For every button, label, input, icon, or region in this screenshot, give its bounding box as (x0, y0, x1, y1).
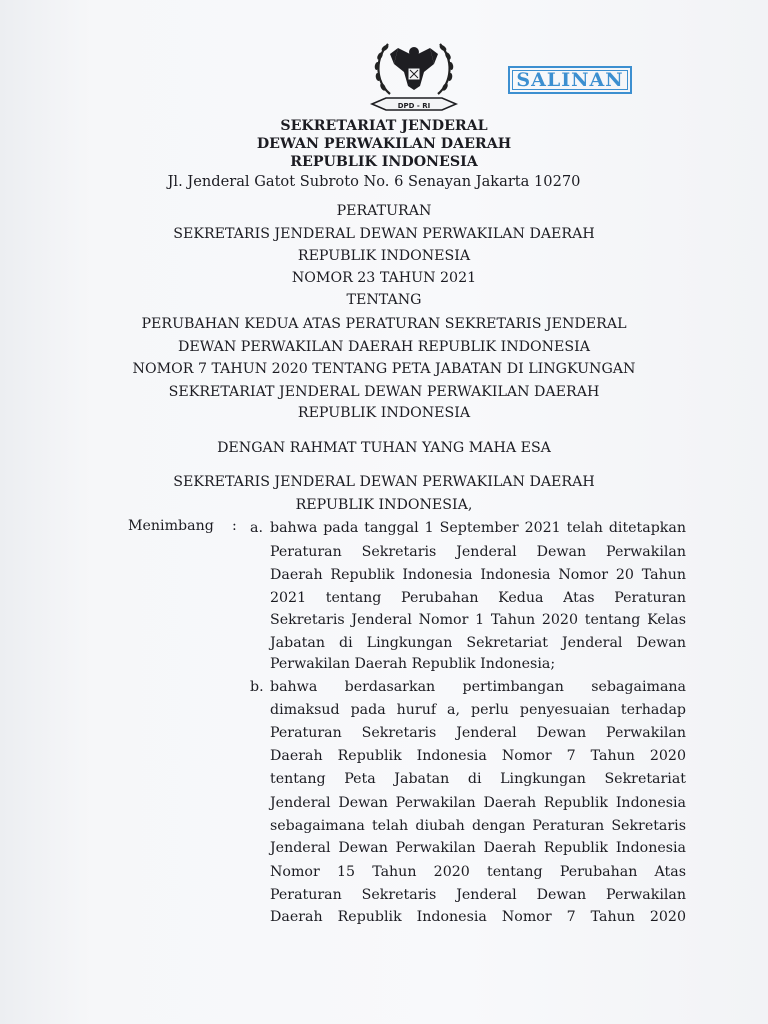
signatory-line-2: REPUBLIK INDONESIA, (295, 497, 473, 513)
tentang: TENTANG (346, 292, 422, 308)
item-a-line: Peraturan Sekretaris Jenderal Dewan Perwakilan (270, 544, 686, 560)
issuer-line-1: SEKRETARIS JENDERAL DEWAN PERWAKILAN DAERAH (173, 226, 595, 242)
considering-colon: : (232, 518, 237, 534)
item-a-line: 2021 tentang Perubahan Kedua Atas Peraturan (270, 590, 686, 606)
item-b-line: Nomor 15 Tahun 2020 tentang Perubahan Atas (270, 864, 686, 880)
item-b-line: sebagaimana telah diubah dengan Peraturan Sekretaris (270, 818, 686, 834)
considering-label: Menimbang (128, 518, 214, 534)
item-b-line: Peraturan Sekretaris Jenderal Dewan Perwakilan (270, 725, 686, 741)
signatory-line-1: SEKRETARIS JENDERAL DEWAN PERWAKILAN DAERAH (173, 474, 595, 490)
item-b-line: bahwa berdasarkan pertimbangan sebagaimana (270, 679, 686, 695)
subject-line-5: REPUBLIK INDONESIA (297, 405, 471, 421)
header-line-3: REPUBLIK INDONESIA (290, 154, 478, 170)
address: Jl. Jenderal Gatot Subroto No. 6 Senayan Jakarta 10270 (167, 173, 581, 190)
item-b-line: dimaksud pada huruf a, perlu penyesuaian terhadap (270, 702, 686, 718)
item-b-line: Daerah Republik Indonesia Nomor 7 Tahun 2020 (270, 909, 686, 925)
item-a-line: Perwakilan Daerah Republik Indonesia; (270, 656, 556, 672)
subject-line-4: SEKRETARIAT JENDERAL DEWAN PERWAKILAN DAERAH (168, 384, 600, 400)
item-b-line: Jenderal Dewan Perwakilan Daerah Republik Indonesia (270, 795, 686, 811)
item-a-marker: a. (250, 520, 263, 536)
item-a-line: Daerah Republik Indonesia Indonesia Nomor 20 Tahun (270, 567, 686, 583)
issuer-line-2: REPUBLIK INDONESIA (297, 248, 471, 264)
regulation-type: PERATURAN (336, 203, 432, 219)
item-a-line: bahwa pada tanggal 1 September 2021 telah ditetapkan (270, 520, 686, 536)
subject-line-3: NOMOR 7 TAHUN 2020 TENTANG PETA JABATAN DI LINGKUNGAN (132, 361, 636, 377)
header-line-1: SEKRETARIAT JENDERAL (280, 118, 488, 134)
header-line-2: DEWAN PERWAKILAN DAERAH (256, 136, 512, 152)
salinan-stamp: SALINAN (508, 66, 632, 94)
item-b-marker: b. (250, 679, 264, 695)
item-a-line: Jabatan di Lingkungan Sekretariat Jenderal Dewan (270, 635, 686, 651)
garuda-emblem-icon (368, 34, 460, 114)
item-b-line: Jenderal Dewan Perwakilan Daerah Republik Indonesia (270, 840, 686, 856)
emblem-ribbon-text: DPD - RI (397, 102, 431, 110)
subject-line-2: DEWAN PERWAKILAN DAERAH REPUBLIK INDONESIA (178, 339, 590, 355)
blessing: DENGAN RAHMAT TUHAN YANG MAHA ESA (217, 440, 551, 456)
regulation-number: NOMOR 23 TAHUN 2021 (291, 270, 477, 286)
item-b-line: tentang Peta Jabatan di Lingkungan Sekretariat (270, 771, 686, 787)
subject-line-1: PERUBAHAN KEDUA ATAS PERATURAN SEKRETARIS JENDERAL (141, 316, 627, 332)
item-a-line: Sekretaris Jenderal Nomor 1 Tahun 2020 tentang Kelas (270, 612, 686, 628)
item-b-line: Peraturan Sekretaris Jenderal Dewan Perwakilan (270, 887, 686, 903)
item-b-line: Daerah Republik Indonesia Nomor 7 Tahun 2020 (270, 748, 686, 764)
